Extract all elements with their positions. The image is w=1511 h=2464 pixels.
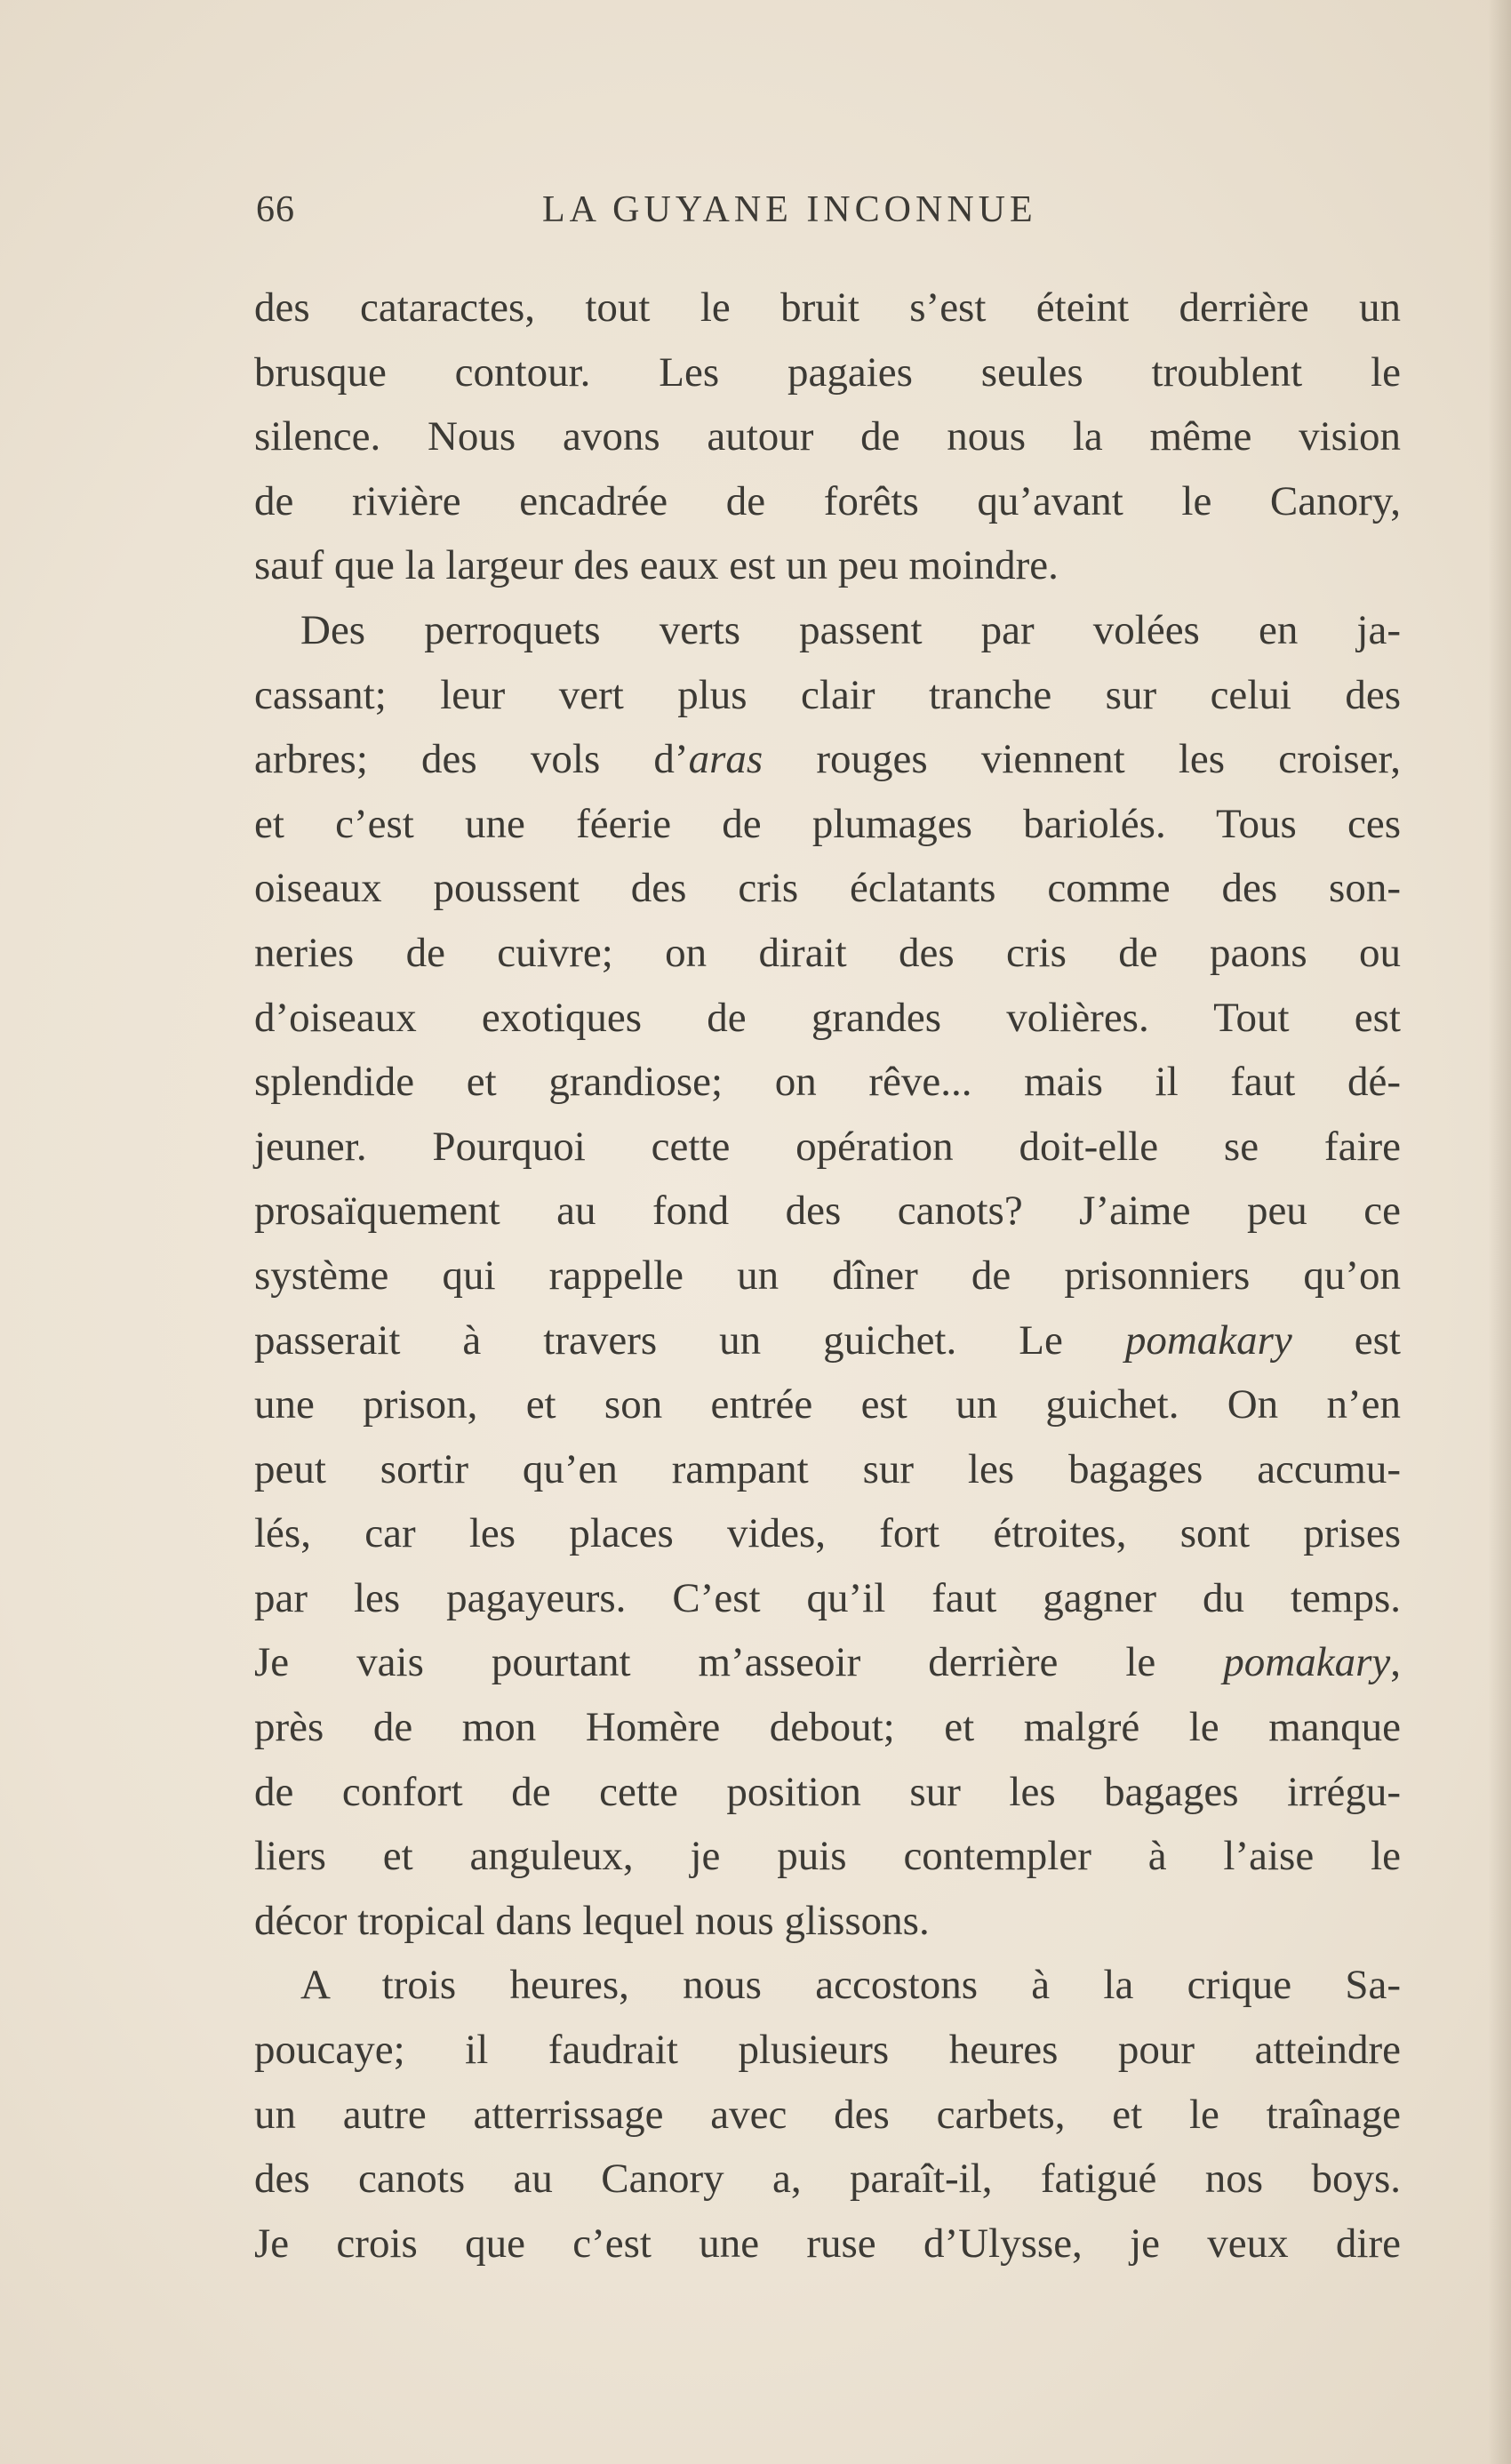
text-line: un autre atterrissage avec des carbets, et le traînage — [254, 2091, 1401, 2138]
text-line: jeuner. Pourquoi cette opération doit-elle se faire — [254, 1123, 1401, 1170]
text-line: prosaïquement au fond des canots? J’aime peu ce — [254, 1188, 1401, 1235]
text-run: , — [1390, 1639, 1401, 1686]
text-line: d’oiseaux exotiques de grandes volières. Tout est — [254, 994, 1401, 1041]
text-line: par les pagayeurs. C’est qu’il faut gagner du temps. — [254, 1574, 1401, 1621]
text-line: Des perroquets verts passent par volées en ja- — [300, 606, 1401, 653]
text-run: est — [1291, 1316, 1401, 1364]
text-line — [254, 727, 1401, 792]
text-line: neries de cuivre; on dirait des cris de paons ou — [254, 929, 1401, 976]
text-line: cassant; leur vert plus clair tranche sur celui des — [254, 671, 1401, 718]
page-number: 66 — [256, 189, 295, 230]
text-run: arbres; des vols d’ — [254, 736, 689, 783]
text-line — [254, 1630, 1401, 1695]
italic-term: aras — [688, 736, 763, 783]
text-line: oiseaux poussent des cris éclatants comme des son- — [254, 865, 1401, 912]
text-line: près de mon Homère debout; et malgré le manque — [254, 1704, 1401, 1751]
running-title: LA GUYANE INCONNUE — [542, 189, 1037, 230]
italic-term: pomakary — [1223, 1639, 1391, 1686]
text-line: et c’est une féerie de plumages bariolés. Tous ces — [254, 800, 1401, 847]
text-run: Je vais pourtant m’asseoir derrière le — [254, 1639, 1224, 1686]
text-line: splendide et grandiose; on rêve... mais il faut dé- — [254, 1059, 1401, 1106]
text-line: de confort de cette position sur les bagages irrégu- — [254, 1768, 1401, 1815]
text-line: lés, car les places vides, fort étroites, sont prises — [254, 1510, 1401, 1557]
text-line: sauf que la largeur des eaux est un peu moindre. — [254, 542, 1059, 589]
text-line: peut sortir qu’en rampant sur les bagages accumu- — [254, 1445, 1401, 1492]
italic-term: pomakary — [1124, 1316, 1292, 1364]
text-line: poucaye; il faudrait plusieurs heures pour atteindre — [254, 2027, 1401, 2074]
text-line: brusque contour. Les pagaies seules troublent le — [254, 348, 1401, 396]
text-line: de rivière encadrée de forêts qu’avant le Canory, — [254, 477, 1401, 524]
text-line — [254, 1308, 1401, 1373]
text-line: des cataractes, tout le bruit s’est éteint derrière un — [254, 284, 1401, 331]
running-head — [256, 188, 1420, 242]
text-line: silence. Nous avons autour de nous la même vision — [254, 413, 1401, 460]
text-line: liers et anguleux, je puis contempler à l’aise le — [254, 1833, 1401, 1880]
text-line: décor tropical dans lequel nous glissons. — [254, 1897, 930, 1944]
text-run: rouges viennent les croiser, — [763, 736, 1401, 783]
body-text — [254, 276, 1401, 2276]
text-line: une prison, et son entrée est un guichet. On n’en — [254, 1381, 1401, 1428]
text-line: système qui rappelle un dîner de prisonniers qu’on — [254, 1252, 1401, 1299]
page-edge-shadow — [1488, 0, 1511, 2464]
text-line: des canots au Canory a, paraît-il, fatigué nos boys. — [254, 2156, 1401, 2203]
text-run: passerait à travers un guichet. Le — [254, 1316, 1125, 1364]
text-line: A trois heures, nous accostons à la crique Sa- — [300, 1962, 1401, 2009]
text-line: Je crois que c’est une ruse d’Ulysse, je veux dire — [254, 2220, 1401, 2267]
